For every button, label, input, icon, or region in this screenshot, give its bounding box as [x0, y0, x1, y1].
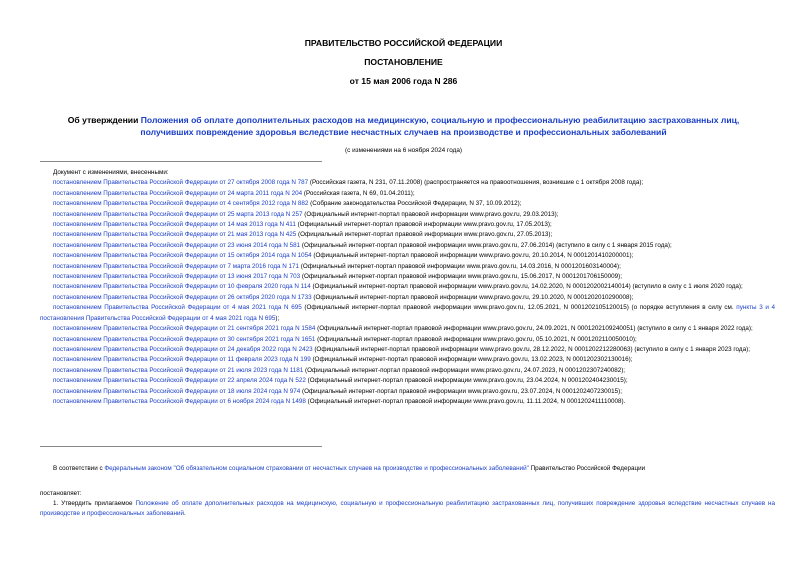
- amendment-item: [40, 282, 775, 292]
- amendment-item: [40, 272, 775, 282]
- amendment-item: [40, 230, 775, 240]
- amendment-link[interactable]: постановлением Правительства Российской Федерации от 21 июля 2023 года N 1181: [53, 366, 304, 374]
- title-link[interactable]: Положения об оплате дополнительных расходов на медицинскую, социальную и профессиональную реабилитацию застрахованных лиц, получивших повреждение здоровья вследствие несчастных случаев на производстве и профессиональных заболеваний: [140, 115, 740, 137]
- amendment-link[interactable]: постановлением Правительства Российской Федерации от 23 июня 2014 года N 581: [53, 241, 301, 249]
- divider-bottom: [40, 446, 322, 447]
- amendment-item: [40, 345, 775, 355]
- amendment-link[interactable]: постановлением Правительства Российской Федерации от 14 мая 2013 года N 411: [53, 221, 296, 229]
- amendment-item: [40, 241, 775, 251]
- amendment-source: (Официальный интернет-портал правовой информации www.pravo.gov.ru, 28.12.2022, N 0001202212280063) (вступило в силу с 1 января 2023 года);: [312, 345, 750, 353]
- regulation-link[interactable]: Положение об оплате дополнительных расходов на медицинскую, социальную и профессиональную реабилитацию застрахованных лиц, получивших повреждение здоровья вследствие несчастных случаев на производстве и профессиональных заболеваний: [40, 500, 775, 518]
- amendment-link[interactable]: постановлением Правительства Российской Федерации от 27 октября 2008 года N 787: [53, 179, 309, 187]
- amendment-source: (Официальный интернет-портал правовой информации www.pravo.gov.ru, 24.07.2023, N 0001202307240082);: [303, 366, 626, 374]
- divider-top: [40, 161, 322, 162]
- amendment-source: (Официальный интернет-портал правовой информации www.pravo.gov.ru, 29.03.2013);: [302, 210, 559, 218]
- amendment-item: [40, 324, 775, 334]
- point-1-prefix: 1. Утвердить прилагаемое: [53, 500, 136, 507]
- amendment-item: [40, 251, 775, 261]
- amendment-link[interactable]: постановлением Правительства Российской Федерации от 30 сентября 2021 года N 1651: [53, 335, 316, 343]
- amendment-link[interactable]: постановлением Правительства Российской Федерации от 24 декабря 2022 года N 2423: [53, 345, 313, 353]
- amendment-item: [40, 210, 775, 220]
- amendment-item: [40, 366, 775, 376]
- amendment-source: (Официальный интернет-портал правовой информации www.pravo.gov.ru, 15.06.2017, N 0001201706150009);: [300, 273, 622, 281]
- amendment-source-tail: );: [275, 314, 280, 322]
- amendment-item: [40, 355, 775, 365]
- amendment-source: (Официальный интернет-портал правовой информации www.pravo.gov.ru, 13.02.2023, N 0001202302130016);: [310, 356, 633, 364]
- amendment-item: [40, 387, 775, 397]
- amendment-item: [40, 376, 775, 386]
- federal-law-link[interactable]: Федеральным законом "Об обязательном социальном страховании от несчастных случаев на производстве и профессиональных заболеваний": [104, 465, 529, 472]
- amendment-link[interactable]: постановлением Правительства Российской Федерации от 15 октября 2014 года N 1054: [53, 252, 312, 260]
- document-type: ПОСТАНОВЛЕНИЕ: [364, 57, 443, 67]
- amendment-item: [40, 397, 775, 407]
- amendment-item: [40, 189, 775, 199]
- amendment-link[interactable]: постановлением Правительства Российской Федерации от 10 февраля 2020 года N 114: [53, 283, 311, 291]
- amendment-link[interactable]: постановлением Правительства Российской Федерации от 18 июля 2024 года N 974: [53, 387, 301, 395]
- amendments-list: [40, 168, 775, 407]
- amendment-link[interactable]: постановлением Правительства Российской Федерации от 26 октября 2020 года N 1733: [53, 293, 312, 301]
- amendment-link[interactable]: постановлением Правительства Российской Федерации от 6 ноября 2024 года N 1498: [53, 397, 306, 405]
- amendment-item: [40, 199, 775, 209]
- amendment-source: (Российская газета, N 231, 07.11.2008) (распространяется на правоотношения, возникшие с 1 октября 2008 года);: [308, 179, 644, 187]
- amendment-source: (Официальный интернет-портал правовой информации www.pravo.gov.ru, 29.10.2020, N 0001202010290008);: [311, 293, 634, 301]
- government-name: ПРАВИТЕЛЬСТВО РОССИЙСКОЙ ФЕДЕРАЦИИ: [304, 38, 503, 48]
- amendment-link[interactable]: постановлением Правительства Российской Федерации от 22 апреля 2024 года N 522: [53, 377, 306, 385]
- amendment-source: (Официальный интернет-портал правовой информации www.pravo.gov.ru, 27.05.2013);: [296, 231, 553, 239]
- amendment-link[interactable]: постановлением Правительства Российской Федерации от 4 мая 2021 года N 695: [53, 304, 302, 312]
- amendment-item: [40, 262, 775, 272]
- amendment-link-secondary[interactable]: пункты 3 и 4 постановления Правительства Российской Федерации от 4 мая 2021 года N 695: [40, 304, 775, 322]
- amendment-link[interactable]: постановлением Правительства Российской Федерации от 25 марта 2013 года N 257: [53, 210, 303, 218]
- amendment-link[interactable]: постановлением Правительства Российской Федерации от 4 сентября 2012 года N 882: [53, 200, 309, 208]
- amendment-item: [40, 303, 775, 324]
- point-1-suffix: .: [184, 510, 186, 518]
- amendment-link[interactable]: постановлением Правительства Российской Федерации от 13 июня 2017 года N 703: [53, 273, 301, 281]
- amendment-link[interactable]: постановлением Правительства Российской Федерации от 24 марта 2011 года N 204: [53, 189, 303, 197]
- amendment-source: (Официальный интернет-портал правовой информации www.pravo.gov.ru, 14.02.2020, N 0001202002140014) (вступило в силу с 1 июля 2020 года);: [310, 283, 743, 291]
- amendment-source: (Официальный интернет-портал правовой информации www.pravo.gov.ru, 23.04.2024, N 0001202404230015);: [305, 377, 628, 385]
- amendment-item: [40, 178, 775, 188]
- amendment-source: (Официальный интернет-портал правовой информации www.pravo.gov.ru, 17.05.2013);: [295, 221, 552, 229]
- amendment-source: (Официальный интернет-портал правовой информации www.pravo.gov.ru, 27.06.2014) (вступило в силу с 1 января 2015 года);: [300, 241, 672, 249]
- amendment-source: (Официальный интернет-портал правовой информации www.pravo.gov.ru, 12.05.2021, N 0001202105120015) (о порядке вступления в силу см.: [301, 304, 737, 312]
- point-1: [40, 499, 775, 520]
- amendment-item: [40, 293, 775, 303]
- document-title: [40, 115, 767, 138]
- amendment-source: (Собрание законодательства Российской Федерации, N 37, 10.09.2012);: [308, 200, 522, 208]
- amendment-source: (Официальный интернет-портал правовой информации www.pravo.gov.ru, 20.10.2014, N 0001201410200001);: [311, 252, 634, 260]
- preamble-prefix: В соответствии с: [53, 465, 105, 472]
- resolves-text: постановляет:: [40, 490, 82, 497]
- amendment-item: [40, 220, 775, 230]
- amendment-item: [40, 335, 775, 345]
- amendment-source: (Официальный интернет-портал правовой информации www.pravo.gov.ru, 05.10.2021, N 0001202110050010);: [315, 335, 637, 343]
- revision-note: (с изменениями на 6 ноября 2024 года): [344, 147, 463, 154]
- amendment-link[interactable]: постановлением Правительства Российской Федерации от 7 марта 2016 года N 171: [53, 262, 300, 270]
- amendment-link[interactable]: постановлением Правительства Российской Федерации от 21 мая 2013 года N 425: [53, 231, 297, 239]
- amendment-link[interactable]: постановлением Правительства Российской Федерации от 21 сентября 2021 года N 1584: [53, 325, 316, 333]
- title-prefix: Об утверждении: [67, 115, 141, 125]
- amendment-source: (Российская газета, N 69, 01.04.2011);: [302, 189, 415, 197]
- amendments-lead: Документ с изменениями, внесенными:: [53, 169, 169, 176]
- preamble-suffix: Правительство Российской Федерации: [528, 465, 646, 472]
- amendment-source: (Официальный интернет-портал правовой информации www.pravo.gov.ru, 24.09.2021, N 0001202109240051) (вступило в силу с 1 января 2022 года);: [315, 325, 753, 333]
- amendment-source: (Официальный интернет-портал правовой информации www.pravo.gov.ru, 14.03.2016, N 0001201603140004);: [299, 262, 621, 270]
- amendment-link[interactable]: постановлением Правительства Российской Федерации от 11 февраля 2023 года N 199: [53, 356, 311, 364]
- preamble: [40, 464, 775, 474]
- document-date-number: от 15 мая 2006 года N 286: [349, 76, 458, 86]
- amendment-source: (Официальный интернет-портал правовой информации www.pravo.gov.ru, 23.07.2024, N 0001202407230015);: [300, 387, 623, 395]
- amendment-source: (Официальный интернет-портал правовой информации www.pravo.gov.ru, 11.11.2024, N 0001202411110008).: [305, 397, 626, 405]
